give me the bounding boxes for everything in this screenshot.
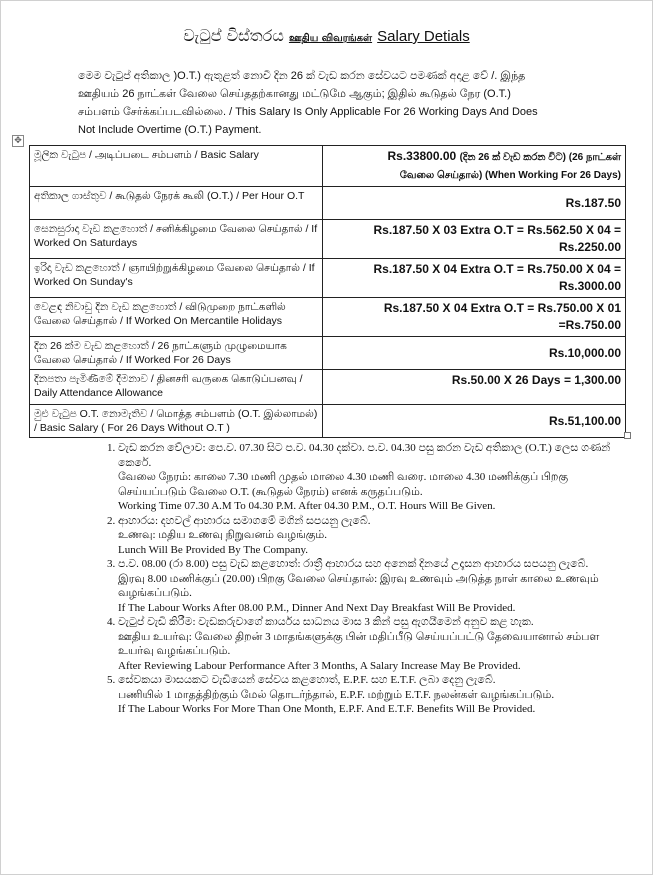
intro-paragraph <box>78 67 588 139</box>
note-english: Lunch Will Be Provided By The Company. <box>118 543 309 556</box>
row-label: වෙළඳ නිවාඩු දින වැඩ කළහොත් / விடுமுறை நாட்களில் வேலை செய்தால் / If Worked On Mercantile Holidays <box>30 298 323 337</box>
row-label: මුළු වැටුප O.T. නොමැතිව / மொத்த சம்பளம் (O.T. இல்லாமல்) / Basic Salary ( For 26 Days Without O.T ) <box>30 405 323 438</box>
note-english: If The Labour Works After 08.00 P.M., Dinner And Next Day Breakfast Will Be Provided. <box>118 601 516 614</box>
note-english: After Reviewing Labour Performance After 3 Months, A Salary Increase May Be Provided. <box>118 659 521 672</box>
basic-salary-value: Rs.33800.00 <box>387 149 457 163</box>
note-sinhala: 1. වැඩ කරන වේලාව: පෙ.ව. 07.30 සිට ප.ව. 04.30 දක්වා. ප.ව. 04.30 පසු කරන වැඩ අතිකාල (O.T.) ලෙස ගණන් කෙරේ. <box>118 442 611 469</box>
value-line: Rs.2250.00 <box>558 240 621 254</box>
title-sinhala: වැටුප් විස්තරය <box>183 26 284 45</box>
intro-line: Not Include Overtime (O.T.) Payment. <box>78 124 262 136</box>
table-row <box>30 405 626 438</box>
notes-list <box>78 441 628 717</box>
row-value <box>323 220 626 259</box>
list-item <box>118 673 628 717</box>
note-sinhala: 3. ප.ව. 08.00 (රා 8.00) පසු වැඩ කළහොත්: රාත්‍රී ආහාරය සහ අනෙක් දිනයේ උදෑසන ආහාරය සපයනු ලැබේ. <box>118 558 589 570</box>
value-line: Rs.187.50 X 04 Extra O.T = Rs.750.00 X 01 <box>383 301 621 315</box>
table-row <box>30 259 626 298</box>
row-value <box>323 298 626 337</box>
row-label: අතිකාල ගාස්තුව / கூடுதல் நேரக் கூலி (O.T.) / Per Hour O.T <box>30 187 323 220</box>
note-tamil: உணவு: மதிய உணவு நிறுவனம் வழங்கும். <box>118 529 328 541</box>
note-tamil: பணியில் 1 மாதத்திற்கும் மேல் தொடர்ந்தால், E.P.F. மற்றும் E.T.F. நலன்கள் வழங்கப்படும். <box>118 688 555 701</box>
table-resize-handle[interactable] <box>624 432 631 439</box>
note-tamil: இரவு 8.00 மணிக்குப் (20.00) பிறகு வேலை செய்தால்: இரவு உணவும் அடுத்த நாள் காலை உணவும் வழங்கப்படும். <box>118 572 599 599</box>
table-row <box>30 220 626 259</box>
row-label: දින 26 ක්ම වැඩ කළහොත් / 26 நாட்களும் முழுமையாக வேலை செய்தால் / If Worked For 26 Days <box>30 337 323 370</box>
row-label: මූලික වැටුප / அடிப்படை சம்பளம் / Basic Salary <box>30 146 323 187</box>
row-value: Rs.51,100.00 <box>323 405 626 438</box>
salary-table <box>29 145 626 438</box>
note-sinhala: 5. සේවකයා මාසයකට වැඩියෙන් සේවය කළහොත්, E.P.F. සහ E.T.F. ලබා දෙනු ලැබේ. <box>118 674 496 686</box>
value-line: =Rs.750.00 <box>558 318 621 332</box>
page-title <box>0 26 653 46</box>
value-line: Rs.187.50 X 04 Extra O.T = Rs.750.00 X 04 = <box>373 262 621 276</box>
row-value: Rs.187.50 <box>323 187 626 220</box>
table-row <box>30 337 626 370</box>
list-item <box>118 557 628 615</box>
list-item <box>118 615 628 673</box>
table-row <box>30 298 626 337</box>
intro-line: මෙම වැටුප් අතිකාල )O.T.) ඇතුළත් නොවී දින 26 ක් වැඩ කරන සේවයට පමණක් අදාළ වේ /. இந்த <box>78 70 526 82</box>
note-tamil: வேலை நேரம்: காலை 7.30 மணி முதல் மாலை 4.30 மணி வரை. மாலை 4.30 மணிக்குப் பிறகு செய்யப்படும் வேலை O.T. (கூடுதல் நேரம்) எனக் கருதப்படும். <box>118 471 569 498</box>
row-value <box>323 259 626 298</box>
intro-line: சம்பளம் சேர்க்கப்படவில்லை. / This Salary Is Only Applicable For 26 Working Days And Does <box>78 106 538 118</box>
table-move-handle-icon[interactable]: ✥ <box>12 135 24 147</box>
note-tamil: ஊதிய உயர்வு: வேலை திறன் 3 மாதங்களுக்கு பின் மதிப்பீடு செய்யப்பட்டு தேவையானால் சம்பள உயர்வு வழங்கப்படும். <box>118 630 600 657</box>
note-sinhala: 4. වැටුප් වැඩි කිරීම: වැඩකරුවාගේ කාර්යය සාධනය මාස 3 කින් පසු ඇගයීමෙන් අනුව කළ හැක. <box>118 616 534 628</box>
row-value: Rs.10,000.00 <box>323 337 626 370</box>
intro-line: ஊதியம் 26 நாட்கள் வேலை செய்ததற்கானது மட்டுமே ஆகும்; இதில் கூடுதல் நேர (O.T.) <box>78 88 511 100</box>
list-item <box>118 441 628 514</box>
basic-salary-note: வேலை செய்தால்) (When Working For 26 Days) <box>399 170 621 181</box>
note-english: Working Time 07.30 A.M To 04.30 P.M. After 04.30 P.M., O.T. Hours Will Be Given. <box>118 500 496 512</box>
table-row <box>30 146 626 187</box>
table-row <box>30 187 626 220</box>
table-row <box>30 370 626 405</box>
value-line: Rs.187.50 X 03 Extra O.T = Rs.562.50 X 04 = <box>373 223 621 237</box>
title-english: Salary Detials <box>377 28 470 45</box>
row-label: ඉරිදා වැඩ කළහොත් / ஞாயிற்றுக்கிழமை வேலை செய்தால் / If Worked On Sunday's <box>30 259 323 298</box>
value-line: Rs.3000.00 <box>558 279 621 293</box>
note-sinhala: 2. ආහාරය: දහවල් ආහාරය සමාගමේ මගින් සපයනු ලැබේ. <box>118 514 371 527</box>
row-label: සෙනසුරාදා වැඩ කළහොත් / சனிக்கிழமை வேலை செய்தால் / If Worked On Saturdays <box>30 220 323 259</box>
row-label: දිනපතා පැමිණීමේ දීමනාව / தினசரி வருகை கொடுப்பனவு / Daily Attendance Allowance <box>30 370 323 405</box>
title-tamil: ஊதிய விவரங்கள் <box>288 33 373 44</box>
basic-salary-note: (දින 26 ක් වැඩ කරන විට) (26 நாட்கள் <box>459 152 621 163</box>
list-item <box>118 514 628 558</box>
row-value: Rs.50.00 X 26 Days = 1,300.00 <box>323 370 626 405</box>
note-english: If The Labour Works For More Than One Month, E.P.F. And E.T.F. Benefits Will Be Provided. <box>118 703 536 715</box>
row-value <box>323 146 626 187</box>
